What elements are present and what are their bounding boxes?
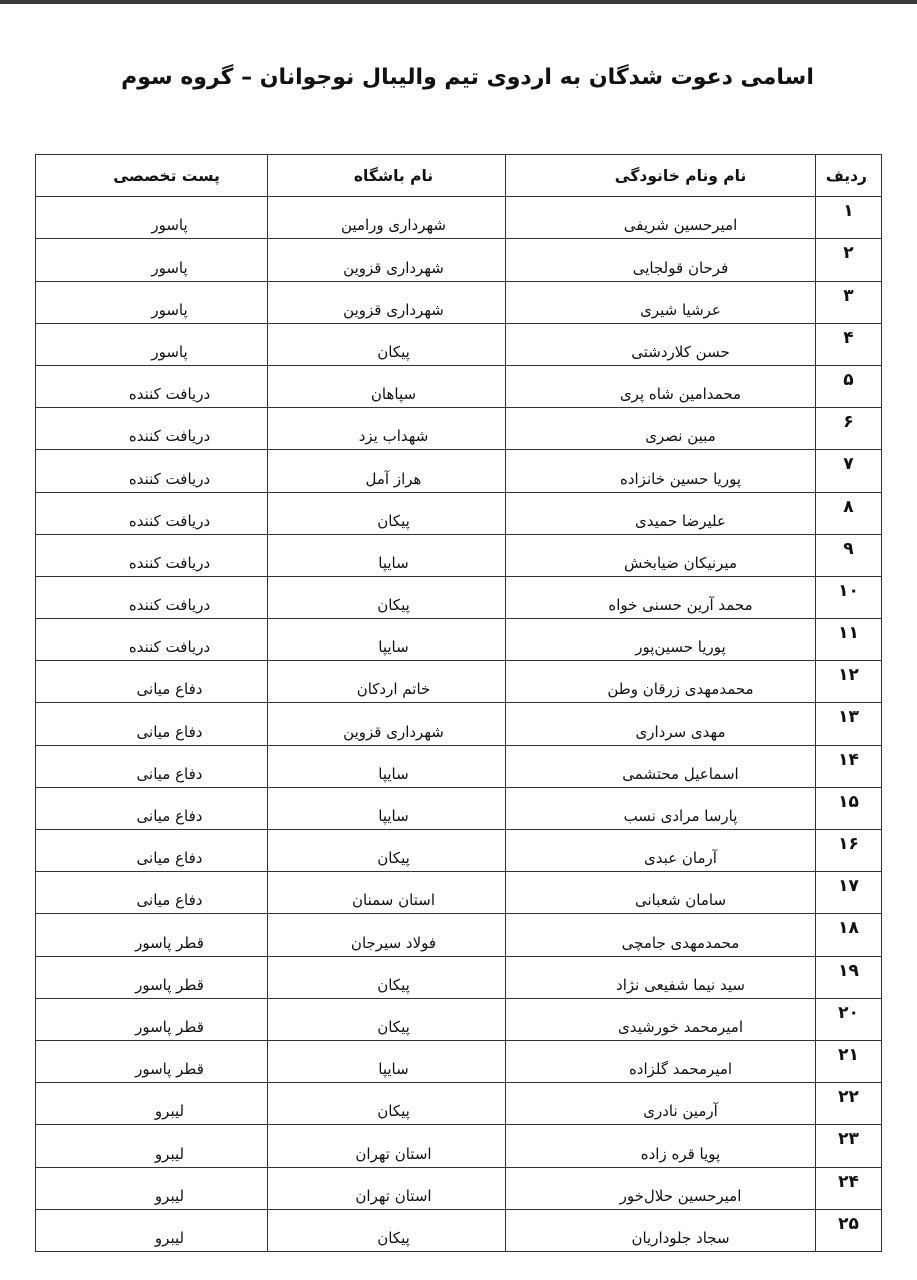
player-name-cell: محمد آرین حسنی خواه [506, 576, 816, 618]
position-cell: دریافت کننده [36, 408, 268, 450]
row-number-cell: ۱۴ [816, 745, 882, 787]
roster-table-body [36, 197, 882, 1252]
row-number-cell: ۱۰ [816, 576, 882, 618]
player-name-cell: عرشیا شیری [506, 281, 816, 323]
club-name-cell: استان تهران [268, 1125, 506, 1167]
club-name-cell: پیکان [268, 492, 506, 534]
position-cell: دفاع میانی [36, 703, 268, 745]
table-row [36, 323, 882, 365]
table-row [36, 914, 882, 956]
position-cell: دفاع میانی [36, 787, 268, 829]
club-name-cell: فولاد سیرجان [268, 914, 506, 956]
row-number-cell: ۲۵ [816, 1209, 882, 1251]
row-number-cell: ۴ [816, 323, 882, 365]
club-name-cell: شهرداری قزوین [268, 281, 506, 323]
player-name-cell: آرمان عبدی [506, 830, 816, 872]
table-row [36, 1083, 882, 1125]
player-name-cell: سامان شعبانی [506, 872, 816, 914]
position-cell: دریافت کننده [36, 534, 268, 576]
position-cell: دفاع میانی [36, 872, 268, 914]
table-row [36, 281, 882, 323]
club-name-cell: پیکان [268, 1083, 506, 1125]
row-number-cell: ۱۱ [816, 619, 882, 661]
table-row [36, 998, 882, 1040]
player-name-cell: محمدمهدی زرقان وطن [506, 661, 816, 703]
row-number-cell: ۳ [816, 281, 882, 323]
row-number-cell: ۲ [816, 239, 882, 281]
row-number-cell: ۵ [816, 365, 882, 407]
position-cell: پاسور [36, 197, 268, 239]
row-number-cell: ۱ [816, 197, 882, 239]
row-number-cell: ۷ [816, 450, 882, 492]
position-cell: دریافت کننده [36, 365, 268, 407]
top-border-bar [0, 0, 917, 4]
row-number-cell: ۱۳ [816, 703, 882, 745]
position-cell: پاسور [36, 323, 268, 365]
club-name-cell: شهرداری ورامین [268, 197, 506, 239]
roster-table [35, 154, 882, 1252]
table-row [36, 703, 882, 745]
player-name-cell: سجاد جلوداریان [506, 1209, 816, 1251]
row-number-cell: ۱۹ [816, 956, 882, 998]
row-number-cell: ۱۶ [816, 830, 882, 872]
player-name-cell: مهدی سرداری [506, 703, 816, 745]
player-name-cell: پوریا حسین خانزاده [506, 450, 816, 492]
club-name-cell: پیکان [268, 1209, 506, 1251]
club-name-cell: سایپا [268, 1040, 506, 1082]
table-row [36, 1209, 882, 1251]
position-cell: قطر پاسور [36, 1040, 268, 1082]
player-name-cell: پارسا مرادی نسب [506, 787, 816, 829]
position-cell: دریافت کننده [36, 576, 268, 618]
row-number-cell: ۲۲ [816, 1083, 882, 1125]
position-cell: دریافت کننده [36, 619, 268, 661]
club-name-cell: استان سمنان [268, 872, 506, 914]
club-name-cell: هراز آمل [268, 450, 506, 492]
row-number-cell: ۱۵ [816, 787, 882, 829]
header-full-name: نام ونام خانودگی [506, 155, 816, 197]
position-cell: پاسور [36, 281, 268, 323]
table-row [36, 830, 882, 872]
table-row [36, 1125, 882, 1167]
table-row [36, 408, 882, 450]
row-number-cell: ۲۳ [816, 1125, 882, 1167]
club-name-cell: پیکان [268, 830, 506, 872]
table-row [36, 787, 882, 829]
club-name-cell: سپاهان [268, 365, 506, 407]
table-row [36, 619, 882, 661]
row-number-cell: ۲۴ [816, 1167, 882, 1209]
player-name-cell: محمدامین شاه پری [506, 365, 816, 407]
row-number-cell: ۱۷ [816, 872, 882, 914]
club-name-cell: شهرداری قزوین [268, 239, 506, 281]
table-row [36, 239, 882, 281]
position-cell: دفاع میانی [36, 661, 268, 703]
position-cell: لیبرو [36, 1083, 268, 1125]
club-name-cell: خاتم اردکان [268, 661, 506, 703]
table-row [36, 450, 882, 492]
player-name-cell: امیرحسین شریفی [506, 197, 816, 239]
position-cell: لیبرو [36, 1167, 268, 1209]
table-row [36, 872, 882, 914]
player-name-cell: امیرمحمد گلزاده [506, 1040, 816, 1082]
player-name-cell: سید نیما شفیعی نژاد [506, 956, 816, 998]
table-row [36, 365, 882, 407]
position-cell: دفاع میانی [36, 830, 268, 872]
player-name-cell: امیرمحمد خورشیدی [506, 998, 816, 1040]
table-header-row [36, 155, 882, 197]
table-row [36, 534, 882, 576]
row-number-cell: ۱۸ [816, 914, 882, 956]
club-name-cell: شهداب یزد [268, 408, 506, 450]
row-number-cell: ۱۲ [816, 661, 882, 703]
player-name-cell: آرمین نادری [506, 1083, 816, 1125]
table-row [36, 956, 882, 998]
row-number-cell: ۲۱ [816, 1040, 882, 1082]
position-cell: پاسور [36, 239, 268, 281]
header-club-name: نام باشگاه [268, 155, 506, 197]
row-number-cell: ۹ [816, 534, 882, 576]
table-row [36, 661, 882, 703]
club-name-cell: سایپا [268, 787, 506, 829]
player-name-cell: امیرحسین حلال‌خور [506, 1167, 816, 1209]
club-name-cell: پیکان [268, 576, 506, 618]
player-name-cell: مبین نصری [506, 408, 816, 450]
player-name-cell: فرحان قولجایی [506, 239, 816, 281]
club-name-cell: پیکان [268, 323, 506, 365]
club-name-cell: شهرداری قزوین [268, 703, 506, 745]
player-name-cell: پوریا حسین‌پور [506, 619, 816, 661]
position-cell: قطر پاسور [36, 914, 268, 956]
table-row [36, 745, 882, 787]
table-row [36, 576, 882, 618]
player-name-cell: علیرضا حمیدی [506, 492, 816, 534]
club-name-cell: سایپا [268, 745, 506, 787]
table-row [36, 1040, 882, 1082]
position-cell: لیبرو [36, 1209, 268, 1251]
position-cell: قطر پاسور [36, 956, 268, 998]
header-row-number: ردیف [816, 155, 882, 197]
position-cell: دریافت کننده [36, 450, 268, 492]
club-name-cell: پیکان [268, 956, 506, 998]
position-cell: دفاع میانی [36, 745, 268, 787]
header-position: پست تخصصی [36, 155, 268, 197]
club-name-cell: استان تهران [268, 1167, 506, 1209]
player-name-cell: اسماعیل محتشمی [506, 745, 816, 787]
player-name-cell: محمدمهدی جامچی [506, 914, 816, 956]
table-row [36, 197, 882, 239]
club-name-cell: پیکان [268, 998, 506, 1040]
club-name-cell: سایپا [268, 534, 506, 576]
row-number-cell: ۸ [816, 492, 882, 534]
position-cell: قطر پاسور [36, 998, 268, 1040]
document-title: اسامی دعوت شدگان به اردوی تیم والیبال نوجوانان – گروه سوم [121, 65, 814, 90]
position-cell: دریافت کننده [36, 492, 268, 534]
position-cell: لیبرو [36, 1125, 268, 1167]
row-number-cell: ۲۰ [816, 998, 882, 1040]
player-name-cell: میرنیکان ضیابخش [506, 534, 816, 576]
table-row [36, 1167, 882, 1209]
player-name-cell: پویا قره زاده [506, 1125, 816, 1167]
row-number-cell: ۶ [816, 408, 882, 450]
club-name-cell: سایپا [268, 619, 506, 661]
player-name-cell: حسن کلاردشتی [506, 323, 816, 365]
table-row [36, 492, 882, 534]
